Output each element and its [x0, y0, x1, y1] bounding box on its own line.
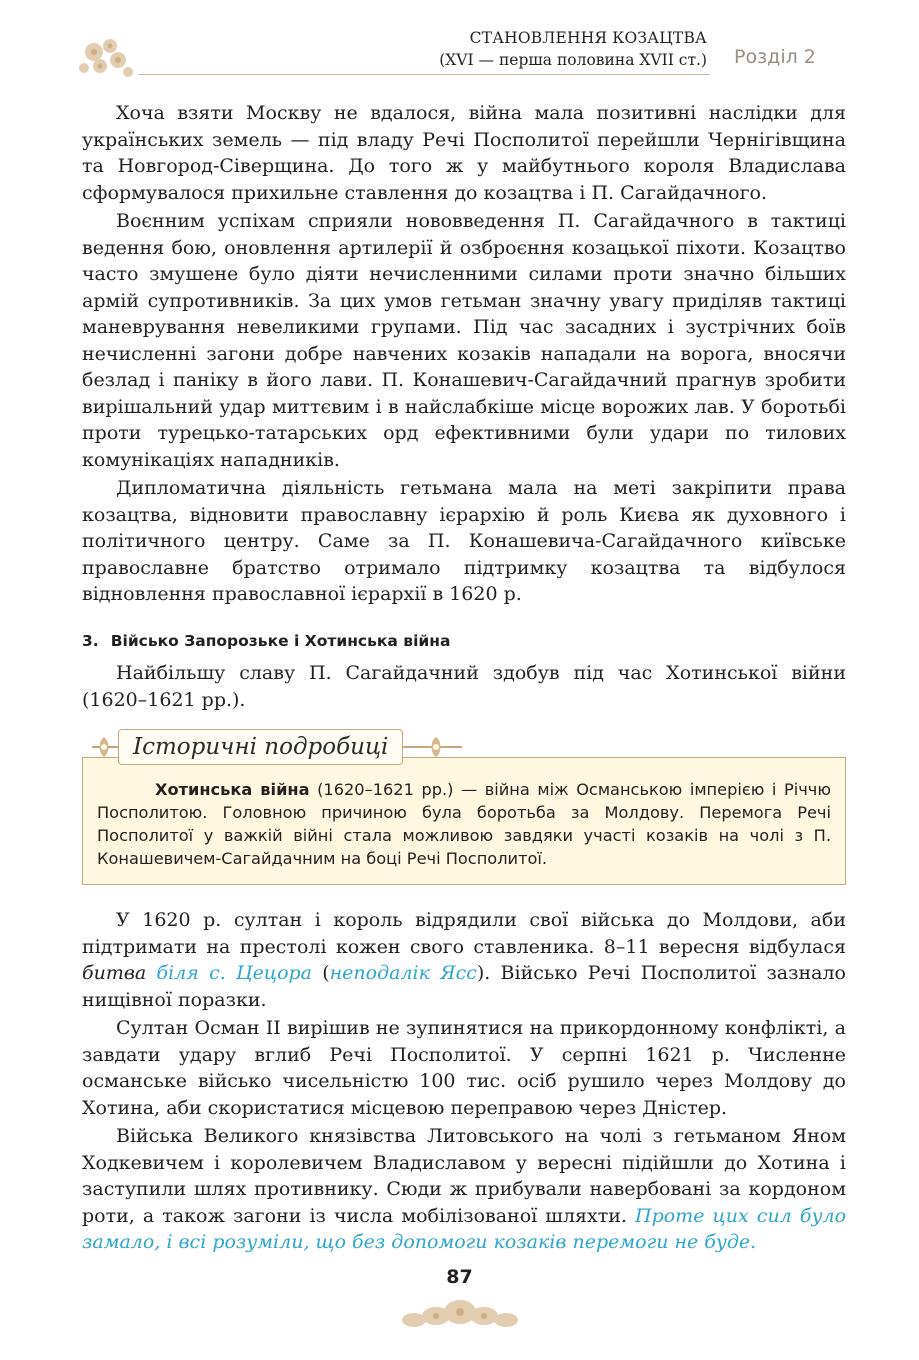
chapter-title: СТАНОВЛЕННЯ КОЗАЦТВА — [469, 29, 707, 47]
box-paragraph — [97, 778, 831, 870]
flourish-left-icon — [92, 735, 116, 759]
text-run: ( — [312, 962, 330, 984]
box-label: Історичні подробиці — [118, 729, 403, 765]
header-rule — [138, 74, 710, 75]
text-italic: битва — [82, 962, 147, 984]
floral-ornament-icon — [74, 32, 138, 80]
section-number: 3. — [82, 631, 99, 650]
paragraph-tsetsora — [82, 907, 846, 1013]
text-run: Війська Великого князівства Литовського на чолі з гетьманом Яном Ходкевичем і королевичем Владиславом у вересні підійшли до Хотина і заступили шлях противнику. Сюди ж прибували навербовані за кордоном роти, а також загони із числа мобілізованої шляхти. — [82, 1125, 846, 1227]
text-highlight: Проте цих сил було замало, і всі розуміли, що без допомоги козаків перемоги не буде. — [82, 1204, 847, 1253]
section-heading — [82, 628, 846, 655]
paragraph-lithuania — [82, 1123, 846, 1256]
floral-ornament-icon — [390, 1290, 530, 1336]
flourish-right-icon — [424, 735, 448, 759]
paragraph: Найбільшу славу П. Сагайдачний здобув під час Хотинської війни (1620–1621 рр.). — [82, 662, 846, 711]
box-term: Хотинська війна — [155, 780, 310, 799]
text-run: У 1620 р. султан і король відрядили свої війська до Молдови, аби підтримати на престолі кожен свого ставленика. 8–11 вересня відбулася — [82, 909, 846, 958]
paragraph: Воєнним успіхам сприяли нововведення П. Сагайдачного в тактиці ведення бою, оновлення артилерії й озброєння козацької піхоти. Козацтво часто змушене було діяти нечисленними силами проти значно більших армій супротивників. За цих умов гетьман значну увагу приділяв тактиці маневрування невеликими групами. Під час засадних і зустрічних боїв нечисленні загони добре навчених козаків нападали на ворога, вносячи безлад і паніку в його лави. П. Конашевич-Сагайдачний прагнув зробити вирішальний удар миттєвим і в найслабкіше місце ворожих лав. У боротьбі проти турецько-татарських орд ефективними були удари по тилових комунікаціях нападників. — [82, 210, 846, 471]
paragraph: Хоча взяти Москву не вдалося, війна мала позитивні наслідки для українських земель — під владу Речі Посполитої перейшли Чернігівщина та Новгород-Сіверщина. До того ж у майбутнього короля Владислава сформувалося прихильне ставлення до козацтва і П. Сагайдачного. — [82, 102, 846, 204]
box-text: (1620–1621 рр.) — війна між Османською імперією і Річчю Посполитою. Головною причиною була боротьба за Молдову. Перемога Речі Посполитої у важкій війні стала можливою завдяки участі козаків на чолі з П. Конашевичем-Сагайдачним на боці Речі Посполитої. — [97, 780, 831, 868]
text-highlight: біля с. Цецора — [146, 962, 312, 984]
historical-details-box — [82, 727, 846, 885]
text-highlight: неподалік Ясс — [329, 962, 477, 984]
box-banner — [82, 727, 846, 767]
text-run: ). Військо Речі Посполитої зазнало нищівної поразки. — [82, 962, 846, 1011]
section-label: Розділ 2 — [734, 46, 816, 68]
paragraph: Дипломатична діяльність гетьмана мала на меті закріпити права козацтва, відновити православну ієрархію й роль Києва як духовного і політичного центру. Саме за П. Конашевича-Сагайдачного київське православне братство отримало підтримку козацтва та відбулося відновлення православної ієрархії в 1620 р. — [82, 477, 846, 605]
page-number: 87 — [446, 1266, 473, 1288]
page-body — [82, 100, 846, 1256]
paragraph: Султан Осман II вирішив не зупинятися на прикордонному конфлікті, а завдати удару вглиб Речі Посполитої. У серпні 1621 р. Численне османське військо чисельністю 100 тис. осіб рушило через Молдову до Хотина, аби скористатися місцевою переправою через Дністер. — [82, 1017, 846, 1119]
chapter-subtitle: (XVI — перша половина XVII ст.) — [439, 51, 707, 69]
page-header — [0, 26, 919, 78]
box-content — [82, 757, 846, 885]
section-title: Військо Запорозьке і Хотинська війна — [110, 631, 451, 650]
